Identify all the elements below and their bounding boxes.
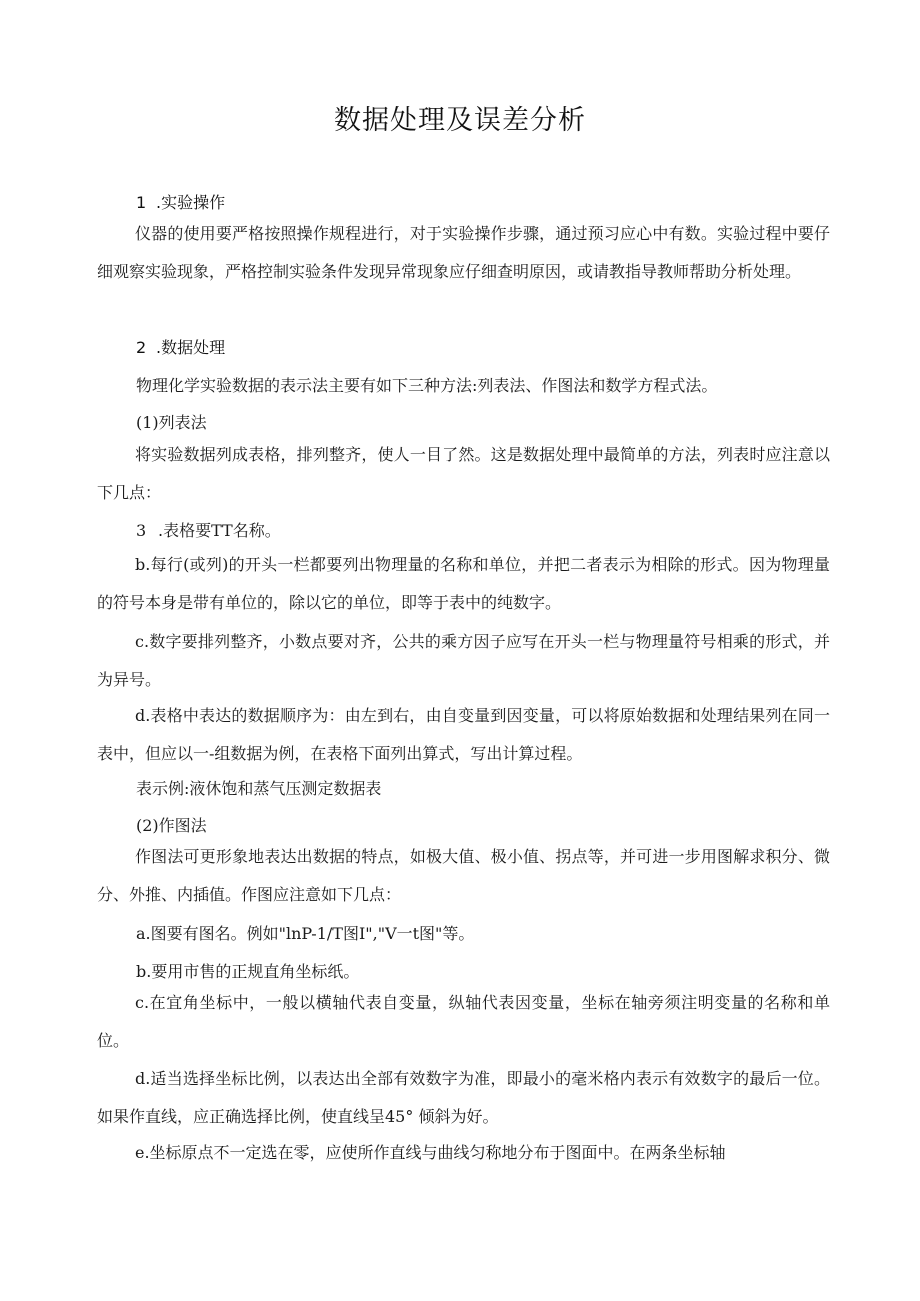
graph-item-c: c.在宜角坐标中，一般以横轴代表自变量，纵轴代表因变量，坐标在轴旁须注明变量的名称和单位。 (97, 993, 830, 1050)
section-1-heading (136, 190, 225, 213)
list-method-paragraph: 将实验数据列成表格，排列整齐，使人一目了然。这是数据处理中最简单的方法，列表时应注意以下几点： (97, 445, 830, 502)
graph-item-e: e.坐标原点不一定选在零，应使所作直线与曲线匀称地分布于图面中。在两条坐标轴 (135, 1143, 726, 1162)
graph-item-b: b.要用市售的正规直角坐标纸。 (136, 962, 360, 981)
section-1-paragraph: 仪器的使用要严格按照操作规程进行，对于实验操作步骤，通过预习应心中有数。实验过程中要仔细观察实验现象，严格控制实验条件发现异常现象应仔细查明原因，或请教指导教师帮助分析处理。 (97, 224, 830, 281)
section-1-heading-text: .实验操作 (156, 193, 226, 212)
graph-item-a: a.图要有图名。例如"lnP-1/T图I","V一t图"等。 (136, 924, 475, 943)
graph-item-d: d.适当选择坐标比例，以表达出全部有效数字为准，即最小的毫米格内表示有效数字的最后一位。如果作直线，应正确选择比例，使直线呈45° 倾斜为好。 (97, 1069, 830, 1126)
list-item-c: c.数字要排列整齐，小数点要对齐，公共的乘方因子应写在开头一栏与物理量符号相乘的形式，并为异号。 (97, 632, 830, 689)
data-methods-intro: 物理化学实验数据的表示法主要有如下三种方法:列表法、作图法和数学方程式法。 (136, 376, 718, 395)
graph-method-title: (2)作图法 (136, 816, 207, 835)
list-method-title: (1)列表法 (136, 413, 207, 432)
list-item-d: d.表格中表达的数据顺序为：由左到右，由自变量到因变量，可以将原始数据和处理结果列在同一表中，但应以一-组数据为例，在表格下面列出算式，写出计算过程。 (97, 706, 830, 763)
section-1-number: 1 (136, 193, 147, 212)
graph-method-paragraph: 作图法可更形象地表达出数据的特点，如极大值、极小值、拐点等，并可进一步用图解求积分、微分、外推、内插值。作图应注意如下几点： (97, 847, 830, 904)
section-2-heading (136, 335, 225, 358)
document-title: 数据处理及误差分析 (334, 105, 586, 136)
section-2-number: 2 (136, 338, 147, 357)
list-item-3 (136, 518, 281, 541)
list-item-b: b.每行(或列)的开头一栏都要列出物理量的名称和单位，并把二者表示为相除的形式。因为物理量的符号本身是带有单位的，除以它的单位，即等于表中的纯数字。 (97, 555, 830, 612)
section-2-heading-text: .数据处理 (156, 338, 226, 357)
list-item-3-text: .表格要TT名称。 (158, 521, 281, 540)
table-example-caption: 表示例:液休饱和蒸气压测定数据表 (136, 779, 382, 798)
list-item-3-number: 3 (136, 521, 147, 540)
